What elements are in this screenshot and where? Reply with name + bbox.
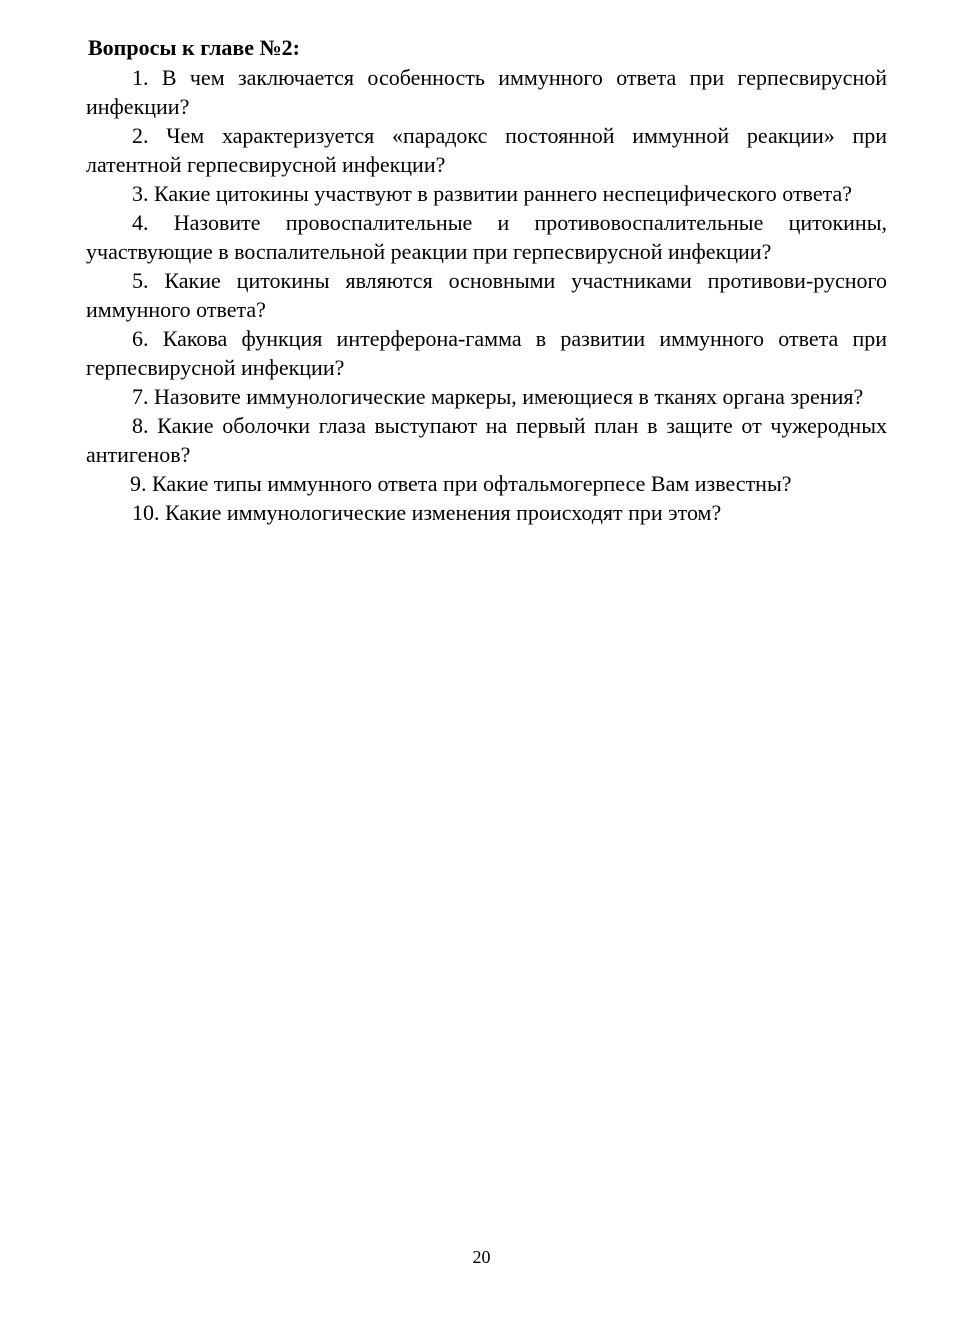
question-1: 1. В чем заключается особенность иммунного ответа при герпесвирусной инфекции? <box>86 65 887 119</box>
question-5: 5. Какие цитокины являются основными участниками противови-русного иммунного ответа? <box>86 268 887 322</box>
question-3: 3. Какие цитокины участвуют в развитии раннего неспецифического ответа? <box>132 181 852 206</box>
question-7: 7. Назовите иммунологические маркеры, имеющиеся в тканях органа зрения? <box>132 384 864 409</box>
question-10: 10. Какие иммунологические изменения происходят при этом? <box>132 500 722 525</box>
chapter-questions-heading: Вопросы к главе №2: <box>88 35 300 60</box>
page-number: 20 <box>472 1247 491 1267</box>
question-4: 4. Назовите провоспалительные и противовоспалительные цитокины, участвующие в воспалительной реакции при герпесвирусной инфекции? <box>86 210 887 264</box>
question-2: 2. Чем характеризуется «парадокс постоянной иммунной реакции» при латентной герпесвирусной инфекции? <box>86 123 887 177</box>
question-9: 9. Какие типы иммунного ответа при офтальмогерпесе Вам известны? <box>130 471 792 496</box>
question-6: 6. Какова функция интерферона-гамма в развитии иммунного ответа при герпесвирусной инфекции? <box>86 326 887 380</box>
question-8: 8. Какие оболочки глаза выступают на первый план в защите от чужеродных антигенов? <box>86 413 887 467</box>
question-list <box>86 63 887 527</box>
